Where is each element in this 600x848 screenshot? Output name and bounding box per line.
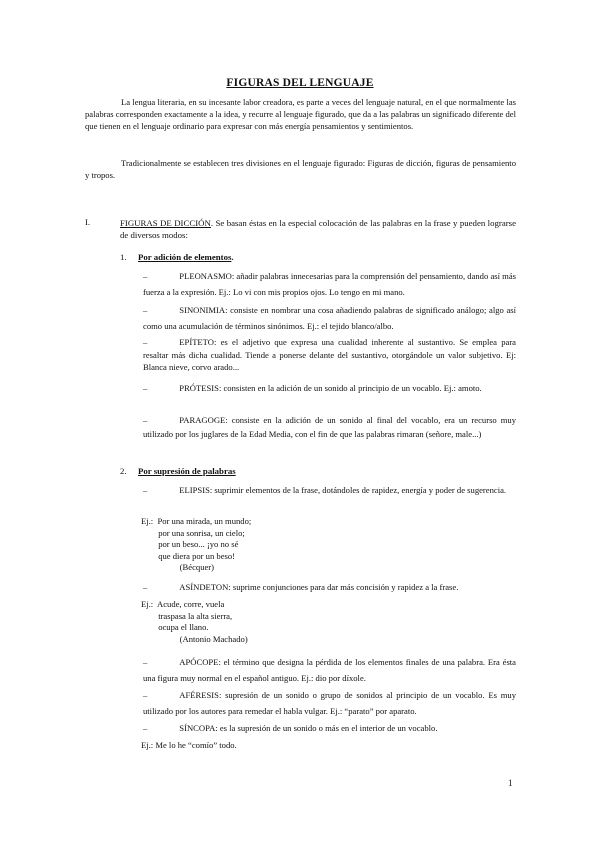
item-term: ELIPSIS <box>179 485 210 495</box>
dash-bullet: – <box>143 337 148 347</box>
item-text: : consiste en nombrar una cosa añadiendo palabras de significado análogo; algo así como una acumulación de términos sinónimos. Ej.: el tejido blanco/albo. <box>143 305 516 331</box>
poem-example: Ej.: Por una mirada, un mundo; por una sonrisa, un cielo; por un beso... ¡yo no sé que diera por un beso! (Bécquer) <box>141 516 252 572</box>
intro-paragraph: La lengua literaria, en su incesante labor creadora, es parte a veces del lenguaje natural, en el que normalmente las palabras corresponden exactamente a la idea, y recurre al lenguaje figurado, que da a las palabras un significado diferente del que tienen en el lenguaje ordinario para expresar con más energía pensamientos y sentimientos. <box>85 97 516 131</box>
dash-bullet: – <box>143 582 148 592</box>
item-term: APÓCOPE <box>179 657 219 667</box>
item-text: : añadir palabras innecesarias para la comprensión del pensamiento, dando así más fuerza a la expresión. Ej.: Lo vi con mis propios ojos. Lo tengo en mi mano. <box>143 271 516 297</box>
item-term: ASÍNDETON <box>179 582 229 592</box>
list-item <box>143 483 516 497</box>
dash-bullet: – <box>143 690 148 700</box>
item-term: AFÉRESIS <box>179 690 219 700</box>
list-item <box>143 381 516 397</box>
list-item <box>143 580 516 596</box>
item-text: : consisten en la adición de un sonido al principio de un vocablo. Ej.: amoto. <box>218 383 482 393</box>
list-item <box>143 336 516 374</box>
dash-bullet: – <box>143 271 148 281</box>
example-line: Ej.: Me lo he “comío” todo. <box>141 740 237 750</box>
list-item <box>143 269 516 300</box>
section-text: . Se basan éstas en la especial colocación de las palabras en la frase y pueden lograrse de diversos modos: <box>120 218 516 240</box>
page-title: FIGURAS DEL LENGUAJE <box>226 77 374 89</box>
item-term: PLEONASMO <box>179 271 232 281</box>
section-heading: FIGURAS DE DICCIÓN <box>120 218 211 228</box>
dash-bullet: – <box>143 485 148 495</box>
dash-bullet: – <box>143 305 148 315</box>
item-term: SINONIMIA <box>179 305 226 315</box>
item-term: PRÓTESIS <box>179 383 219 393</box>
item-term: SÍNCOPA <box>179 723 216 733</box>
poem-example: Ej.: Acude, corre, vuela traspasa la alta sierra, ocupa el llano. (Antonio Machado) <box>141 599 248 644</box>
item-text: : es el adjetivo que expresa una cualidad inherente al sustantivo. Se emplea para resaltar más dicha cualidad. Tiende a ponerse delante del sustantivo, otorgándole un valor subjetivo. Ej: Blanca nieve, corvo arado... <box>143 337 516 372</box>
divisions-paragraph: Tradicionalmente se establecen tres divisiones en el lenguaje figurado: Figuras de dicción, figuras de pensamiento y tropos. <box>85 158 516 180</box>
list-item <box>143 721 516 737</box>
subsection-number: 2. <box>120 466 127 476</box>
item-term: EPÍTETO <box>179 337 214 347</box>
subsection-title <box>138 252 234 262</box>
item-text: : supresión de un sonido o grupo de sonidos al principio de un vocablo. Es muy utilizado por los autores para remedar el habla vulgar. Ej.: “parato” por aparato. <box>143 690 516 716</box>
list-item <box>143 655 516 686</box>
list-item <box>143 414 516 441</box>
item-term: PARAGOGE <box>179 415 226 425</box>
item-text: : suprimir elementos de la frase, dotándoles de rapidez, energía y poder de sugerencia. <box>209 485 507 495</box>
subsection-number: 1. <box>120 252 127 262</box>
page-number: 1 <box>508 778 513 788</box>
item-text: : suprime conjunciones para dar más concisión y rapidez a la frase. <box>228 582 459 592</box>
list-item <box>143 688 516 719</box>
dash-bullet: – <box>143 383 148 393</box>
subsection-title-text: Por adición de elementos <box>138 252 232 262</box>
item-text: : es la supresión de un sonido o más en el interior de un vocablo. <box>215 723 438 733</box>
dash-bullet: – <box>143 415 148 425</box>
subsection-title-end: . <box>231 252 234 262</box>
dash-bullet: – <box>143 723 148 733</box>
dash-bullet: – <box>143 657 148 667</box>
section-numeral: I. <box>85 217 91 227</box>
subsection-title <box>138 466 236 476</box>
item-text: : consiste en la adición de un sonido al final del vocablo, era un recurso muy utilizado por los juglares de la Edad Media, con el fin de que las palabras rimaran (señore, male...) <box>143 415 516 439</box>
section-figuras-diccion <box>120 217 516 241</box>
list-item <box>143 303 516 334</box>
item-text: : el término que designa la pérdida de los elementos finales de una palabra. Era ésta una figura muy normal en el español antiguo. Ej.: dio por díxole. <box>143 657 516 683</box>
subsection-title-text: Por supresión de palabras <box>138 466 236 476</box>
